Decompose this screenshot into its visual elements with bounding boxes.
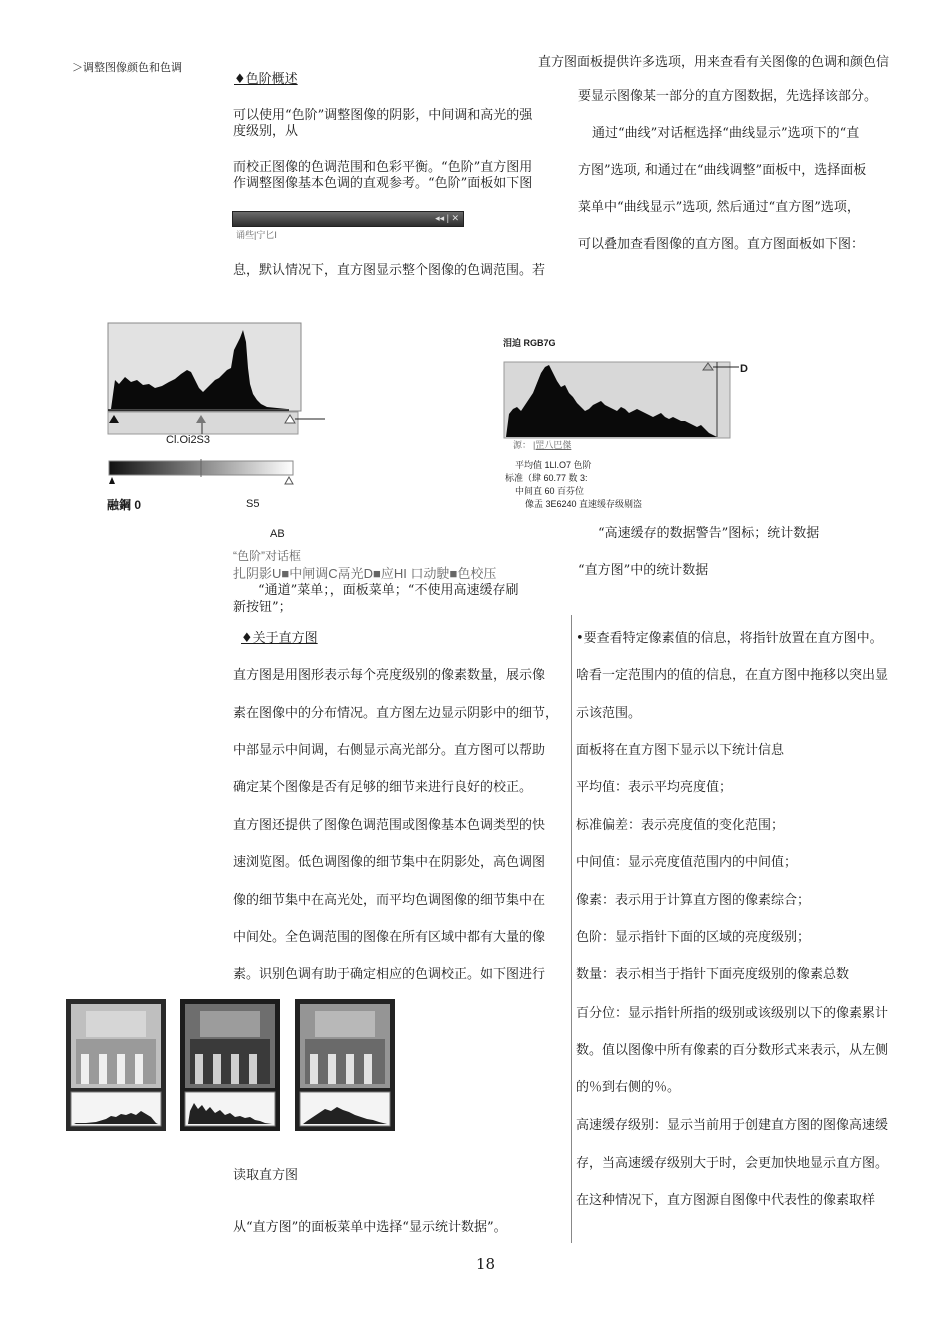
levels-para1-line2: 度级别，从 xyxy=(233,124,299,139)
right-line-1: •要查看特定像素值的信息，将指针放置在直方图中。 xyxy=(576,631,883,646)
levels-para2-line2: 作调整图像基本色调的直观参考。“色阶”面板如下图 xyxy=(233,176,533,191)
levels-para2-line1: 而校正图像的色调范围和色彩平衡。“色阶”直方图用 xyxy=(233,160,533,175)
right-line-15: 存，当高速缓存级别大于时，会更加快地显示直方图。 xyxy=(576,1156,889,1171)
about-line-4: 确定某个图像是否有足够的细节来进行良好的校正。 xyxy=(233,780,533,795)
levels-para3: 息，默认情况下，直方图显示整个图像的色调范围。若 xyxy=(233,263,546,278)
levels-dialog-title: “色阶”对话框 xyxy=(233,549,301,563)
top-right-line: 直方图面板提供许多选项，用来查看有关图像的色调和颜色信 xyxy=(538,55,890,70)
about-line-9: 素。识别色调有助于确定相应的色调校正。如下图进行 xyxy=(233,967,546,982)
read-histogram-line: 从“直方图”的面板菜单中选择“显示统计数据”。 xyxy=(233,1220,507,1235)
panel-title-bar xyxy=(232,211,464,227)
right-line-3: 示该范围。 xyxy=(576,706,642,721)
about-line-8: 中间处。全色调范围的图像在所有区域中都有大量的像 xyxy=(233,930,546,945)
levels-legend-line: 扎阴影U■中闸调C鬲光D■应HI 口动駛■色校压 xyxy=(233,566,497,581)
levels-menu-line1: “通道”菜单；，面板菜单；“不使用高速缓存刷 xyxy=(258,583,519,598)
stat-line-3: 中间直 60 百芬位 xyxy=(515,486,585,496)
marker-d: D xyxy=(740,363,748,375)
right-top-line5: 可以叠加查看图像的直方图。直方图面板如下图： xyxy=(578,237,865,252)
about-line-7: 像的细节集中在高光处，而平均色调图像的细节集中在 xyxy=(233,893,546,908)
output-label-left: 融鋼 0 xyxy=(107,498,142,512)
about-histogram-heading: ♦关于直方图 xyxy=(241,631,318,646)
about-line-3: 中部显示中间调，右侧显示高光部分。直方图可以帮助 xyxy=(233,743,546,758)
right-top-line1: 要显示图像某一部分的直方图数据，先选择该部分。 xyxy=(578,89,878,104)
panel-caption: 诵些|宁匕I xyxy=(236,230,277,240)
levels-heading: ♦色阶概述 xyxy=(234,72,298,87)
right-line-9: 色阶：显示指针下面的区域的亮度级别； xyxy=(576,930,811,945)
about-line-1: 直方图是用图形表示每个亮度级别的像素数量，展示像 xyxy=(233,668,546,683)
right-line-16: 在这种情况下，直方图源自图像中代表性的像素取样 xyxy=(576,1193,876,1208)
column-divider xyxy=(571,615,572,1243)
histogram-channel-label: 泪迫 RGB7G xyxy=(503,338,556,348)
example-image-low-key xyxy=(66,999,166,1131)
right-top-line4: 菜单中“曲线显示”选项, 然后通过“直方图”选项， xyxy=(578,200,860,215)
example-image-high-key xyxy=(180,999,280,1131)
output-label-right: S5 xyxy=(246,498,260,510)
right-line-11: 百分位：显示指针所指的级别或该级别以下的像素累计 xyxy=(576,1006,889,1021)
right-line-7: 中间值：显示亮度值范围内的中间值； xyxy=(576,855,798,870)
breadcrumb: ＞调整图像颜色和色调 xyxy=(72,62,182,74)
histogram-panel-figure xyxy=(503,359,753,441)
right-line-6: 标准偏差：表示亮度值的变化范围； xyxy=(576,818,785,833)
stat-line-1: 平均值 1Ll.O7 色阶 xyxy=(515,460,592,470)
ab-label: AB xyxy=(270,528,285,540)
histogram-caption-1: “高速缓存的数据警告”图标；统计数据 xyxy=(598,526,820,541)
right-line-4: 面板将在直方图下显示以下统计信息 xyxy=(576,743,785,758)
levels-histogram-figure xyxy=(107,322,327,442)
right-top-line3: 方图”选项, 和通过在“曲线调整”面板中，选择面板 xyxy=(578,163,867,178)
right-line-5: 平均值：表示平均亮度值； xyxy=(576,780,733,795)
source-label: 源： xyxy=(513,440,532,450)
levels-para1-line1: 可以使用“色阶”调整图像的阴影，中间调和高光的强 xyxy=(233,108,533,123)
panel-bar-controls[interactable]: ◂◂ | ✕ xyxy=(435,213,459,223)
about-line-2: 素在图像中的分布情况。直方图左边显示阴影中的细节， xyxy=(233,706,559,721)
right-line-14: 高速缓存级别：显示当前用于创建直方图的图像高速缓 xyxy=(576,1118,889,1133)
right-line-2: 啥看一定范围内的值的信息，在直方图中拖移以突出显 xyxy=(576,668,889,683)
page-number: 18 xyxy=(476,1255,496,1273)
stat-line-2: 标准（肆 60.77 数 3: xyxy=(505,473,588,483)
histogram-caption-2: “直方图”中的统计数据 xyxy=(578,563,709,578)
example-image-average-key xyxy=(295,999,395,1131)
right-line-8: 像素：表示用于计算直方图的像素综合； xyxy=(576,893,811,908)
right-top-line2: 通过“曲线”对话框选择“曲线显示”选项下的“直 xyxy=(592,126,860,141)
levels-menu-line2: 新按钮”； xyxy=(233,600,292,615)
about-line-6: 速浏览图。低色调图像的细节集中在阴影处，高色调图 xyxy=(233,855,546,870)
midtone-value: Cl.Oi2S3 xyxy=(166,434,211,446)
right-line-13: 的％到右侧的％。 xyxy=(576,1080,681,1095)
stat-line-4: 像盂 3E6240 直速缓存级剔盗 xyxy=(525,499,643,509)
about-line-5: 直方图还提供了图像色调范围或图像基本色调类型的快 xyxy=(233,818,546,833)
right-line-12: 数。值以图像中所有像素的百分数形式来表示，从左侧 xyxy=(576,1043,889,1058)
source-select[interactable]: |罡八巴傑 xyxy=(533,440,572,450)
output-levels-gradient xyxy=(107,459,297,487)
read-histogram-title: 读取直方图 xyxy=(233,1168,299,1183)
right-line-10: 数量：表示相当于指针下面亮度级别的像素总数 xyxy=(576,967,850,982)
